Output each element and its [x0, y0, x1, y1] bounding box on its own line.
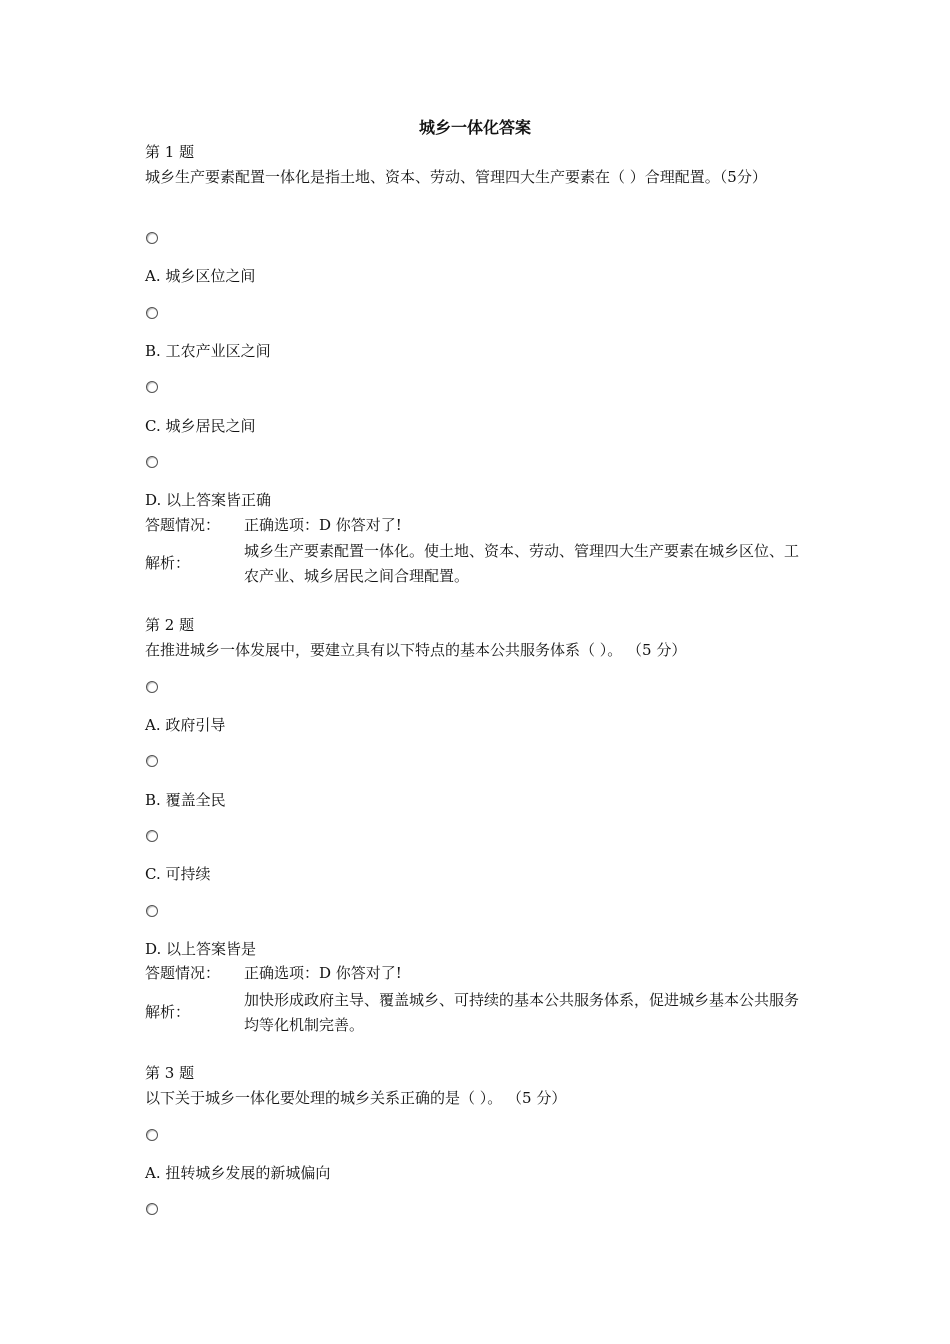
status-label: 答题情况： — [145, 516, 221, 534]
analysis-text: 城乡生产要素配置一体化。使土地、资本、劳动、管理四大生产要素在城乡区位、工农产业、城乡居民之间合理配置。 — [244, 542, 800, 585]
option-label: A. — [145, 267, 161, 285]
option-text: 扭转城乡发展的新城偏向 — [165, 1164, 331, 1182]
option-label: B. — [145, 791, 161, 809]
document-title: 城乡一体化答案 — [418, 118, 531, 137]
option-text: 可持续 — [165, 865, 211, 883]
option-text: 覆盖全民 — [165, 791, 226, 809]
question-2-heading: 第 2 题 — [145, 616, 195, 634]
status-label: 答题情况： — [145, 964, 221, 982]
question-3-heading: 第 3 题 — [145, 1064, 195, 1082]
option-a — [145, 266, 255, 286]
option-b-radio[interactable] — [146, 1203, 158, 1215]
option-a-radio[interactable] — [146, 681, 158, 693]
option-d-radio[interactable] — [146, 905, 158, 917]
option-a — [145, 715, 225, 735]
option-d — [145, 490, 271, 510]
option-text: 以上答案皆是 — [166, 940, 257, 958]
analysis-text: 加快形成政府主导、覆盖城乡、可持续的基本公共服务体系，促进城乡基本公共服务均等化机制完善。 — [244, 991, 800, 1034]
option-text: 城乡区位之间 — [165, 267, 256, 285]
option-c — [145, 864, 211, 884]
option-a-radio[interactable] — [146, 232, 158, 244]
option-label: C. — [145, 417, 161, 435]
question-1-text: 城乡生产要素配置一体化是指土地、资本、劳动、管理四大生产要素在（ ）合理配置。（5分） — [145, 168, 767, 186]
option-a-radio[interactable] — [146, 1129, 158, 1141]
option-label: B. — [145, 342, 161, 360]
option-text: 城乡居民之间 — [165, 417, 256, 435]
option-b-radio[interactable] — [146, 755, 158, 767]
option-c — [145, 416, 256, 436]
option-b — [145, 790, 226, 810]
option-d-radio[interactable] — [146, 456, 158, 468]
option-c-radio[interactable] — [146, 830, 158, 842]
question-1-heading: 第 1 题 — [145, 143, 195, 161]
option-label: C. — [145, 865, 161, 883]
option-text: 工农产业区之间 — [165, 342, 271, 360]
option-text: 以上答案皆正确 — [166, 491, 272, 509]
option-d — [145, 939, 256, 959]
status-text: 正确选项：D 你答对了! — [244, 516, 402, 534]
option-label: D. — [145, 491, 162, 509]
option-label: A. — [145, 1164, 161, 1182]
question-2-text: 在推进城乡一体发展中，要建立具有以下特点的基本公共服务体系（ ）。 （5 分） — [145, 641, 687, 659]
analysis-label: 解析： — [145, 1003, 191, 1021]
option-label: D. — [145, 940, 162, 958]
option-c-radio[interactable] — [146, 381, 158, 393]
option-text: 政府引导 — [165, 716, 226, 734]
status-text: 正确选项：D 你答对了! — [244, 964, 402, 982]
option-b — [145, 341, 271, 361]
question-3-text: 以下关于城乡一体化要处理的城乡关系正确的是（ ）。 （5 分） — [145, 1089, 567, 1107]
option-a — [145, 1163, 330, 1183]
option-b-radio[interactable] — [146, 307, 158, 319]
analysis-label: 解析： — [145, 554, 191, 572]
option-label: A. — [145, 716, 161, 734]
